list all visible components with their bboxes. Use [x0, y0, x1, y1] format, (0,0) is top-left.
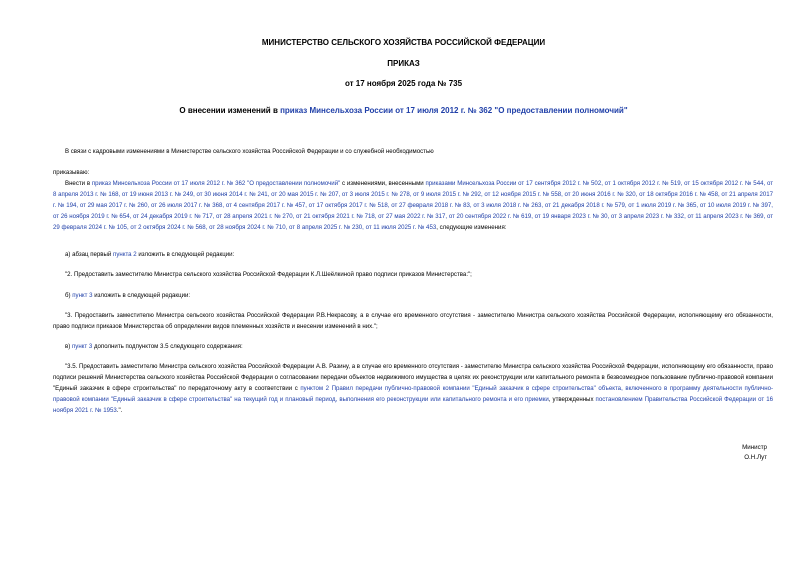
item-a-text-end: изложить в следующей редакции:	[136, 251, 235, 258]
ministry-heading: МИНИСТЕРСТВО СЕЛЬСКОГО ХОЗЯЙСТВА РОССИЙСКОЙ ФЕДЕРАЦИИ	[261, 38, 546, 47]
amendment-paragraph	[53, 178, 773, 233]
amending-orders-link[interactable]: приказами Минсельхоза России от 17 сентября 2012 г. № 502, от 1 октября 2012 г. № 519, от 15 октября 2012 г. № 544, от 8 апреля 2013 г. № 168, от 19 июня 2013 г. № 249, от 30 июня 2014 г. № 241, от 20 мая 2015 г. № 207, от 3 июля 2015 г. № 278, от 9 июля 2015 г. № 292, от 12 ноября 2015 г. № 558, от 20 июня 2016 г. № 320, от 18 октября 2016 г. № 458, от 21 апреля 2017 г. № 194, от 29 мая 2017 г. № 260, от 26 июля 2017 г. № 368, от 4 сентября 2017 г. № 457, от 17 октября 2017 г. № 518, от 27 февраля 2018 г. № 83, от 3 июля 2018 г. № 263, от 21 декабря 2018 г. № 579, от 1 июля 2019 г. № 365, от 10 июля 2019 г. № 397, от 26 ноября 2019 г. № 654, от 24 декабря 2019 г. № 717, от 28 апреля 2021 г. № 270, от 21 октября 2021 г. № 718, от 27 мая 2022 г. № 317, от 20 сентября 2022 г. № 619, от 19 января 2023 г. № 30, от 3 апреля 2023 г. № 332, от 11 апреля 2023 г. № 369, от 29 февраля 2024 г. № 105, от 2 октября 2024 г. № 568, от 28 ноября 2024 г. № 710, от 8 апреля 2025 г. № 230, от 11 июля 2025 г. № 453	[53, 180, 773, 231]
document-type-heading: ПРИКАЗ	[387, 59, 420, 68]
transfer-rules-link[interactable]: пунктом 2 Правил передачи публично-правовой компании "Единый заказчик в сфере строительства" объекта, включенного в программу деятельности публично-правовой компании "Единый заказчик в сфере строительства" на текущий год и плановый период, выполнения его реконструкции или капитального ремонта и его приемки	[53, 385, 773, 403]
item-v-quote	[53, 361, 773, 416]
preamble-paragraph: В связи с кадровыми изменениями в Министерстве сельского хозяйства Российской Федерации и со служебной необходимостью	[65, 148, 434, 155]
base-order-link[interactable]: приказ Минсельхоза России от 17 июля 2012 г. № 362 "О предоставлении полномочий"	[91, 180, 341, 187]
signatory-name: О.Н.Лут	[744, 454, 767, 461]
subject-order-link[interactable]: приказ Минсельхоза России от 17 июля 2012 г. № 362 "О предоставлении полномочий"	[280, 106, 628, 115]
item-v-quote-mid: , утвержденных	[548, 396, 596, 403]
amendment-text-mid: с изменениями, внесенными	[340, 180, 426, 187]
item-b-text-start: б)	[65, 292, 73, 299]
subject-prefix: О внесении изменений в	[179, 106, 281, 115]
government-decree-link[interactable]: постановлением Правительства Российской Федерации от 16 ноября 2021 г. № 1953	[53, 396, 774, 414]
item-b-paragraph	[53, 290, 773, 301]
item-v-clause-link[interactable]: пункт 3	[71, 343, 93, 350]
amendment-text-end: , следующие изменения:	[436, 224, 507, 231]
item-v-text-end: дополнить подпунктом 3.5 следующего содержания:	[92, 343, 243, 350]
item-v-quote-start: "3.5. Предоставить заместителю Министра сельского хозяйства Российской Федерации А.В. Разину, а в случае его временного отсутствия - заместителю Министра сельского хозяйства Российской Федерации, исполняющему его обязанности, право подписи решений Министерства сельского хозяйства Российской Федерации о согласовании передачи объектов недвижимого имущества в целях их реконструкции или капитального ремонта в безвозмездное пользование публично-правовой компании "Единый заказчик в сфере строительства" по передаточному акту в соответствии с	[53, 363, 773, 392]
item-b-quote: "3. Предоставить заместителю Министра сельского хозяйства Российской Федерации Р.В.Некрасову, а в случае его временного отсутствия - заместителю Министра сельского хозяйства Российской Федерации, исполняющему его обязанности, право подписи приказов Министерства об определении видов племенных хозяйств и внесении изменений в них.";	[53, 312, 773, 330]
item-v-paragraph	[53, 341, 773, 352]
item-a-paragraph	[53, 249, 773, 260]
item-a-quote: "2. Предоставить заместителю Министра сельского хозяйства Российской Федерации К.Л.Шеёлкиной право подписи приказов Министерства:";	[65, 271, 472, 278]
order-word-paragraph: приказываю:	[53, 169, 90, 176]
document-subject	[0, 106, 807, 116]
item-b-text-end: изложить в следующей редакции:	[92, 292, 191, 299]
item-a-text-start: а) абзац первый	[65, 251, 114, 258]
item-a-clause-link[interactable]: пункта 2	[113, 251, 137, 258]
document-date-number: от 17 ноября 2025 года № 735	[344, 79, 463, 88]
item-b-clause-link[interactable]: пункт 3	[72, 292, 93, 299]
signatory-title: Министр	[742, 444, 767, 451]
item-v-text-start: в)	[65, 343, 72, 350]
item-v-quote-end: .".	[116, 407, 123, 414]
amendment-text-start: Внести в	[65, 180, 92, 187]
